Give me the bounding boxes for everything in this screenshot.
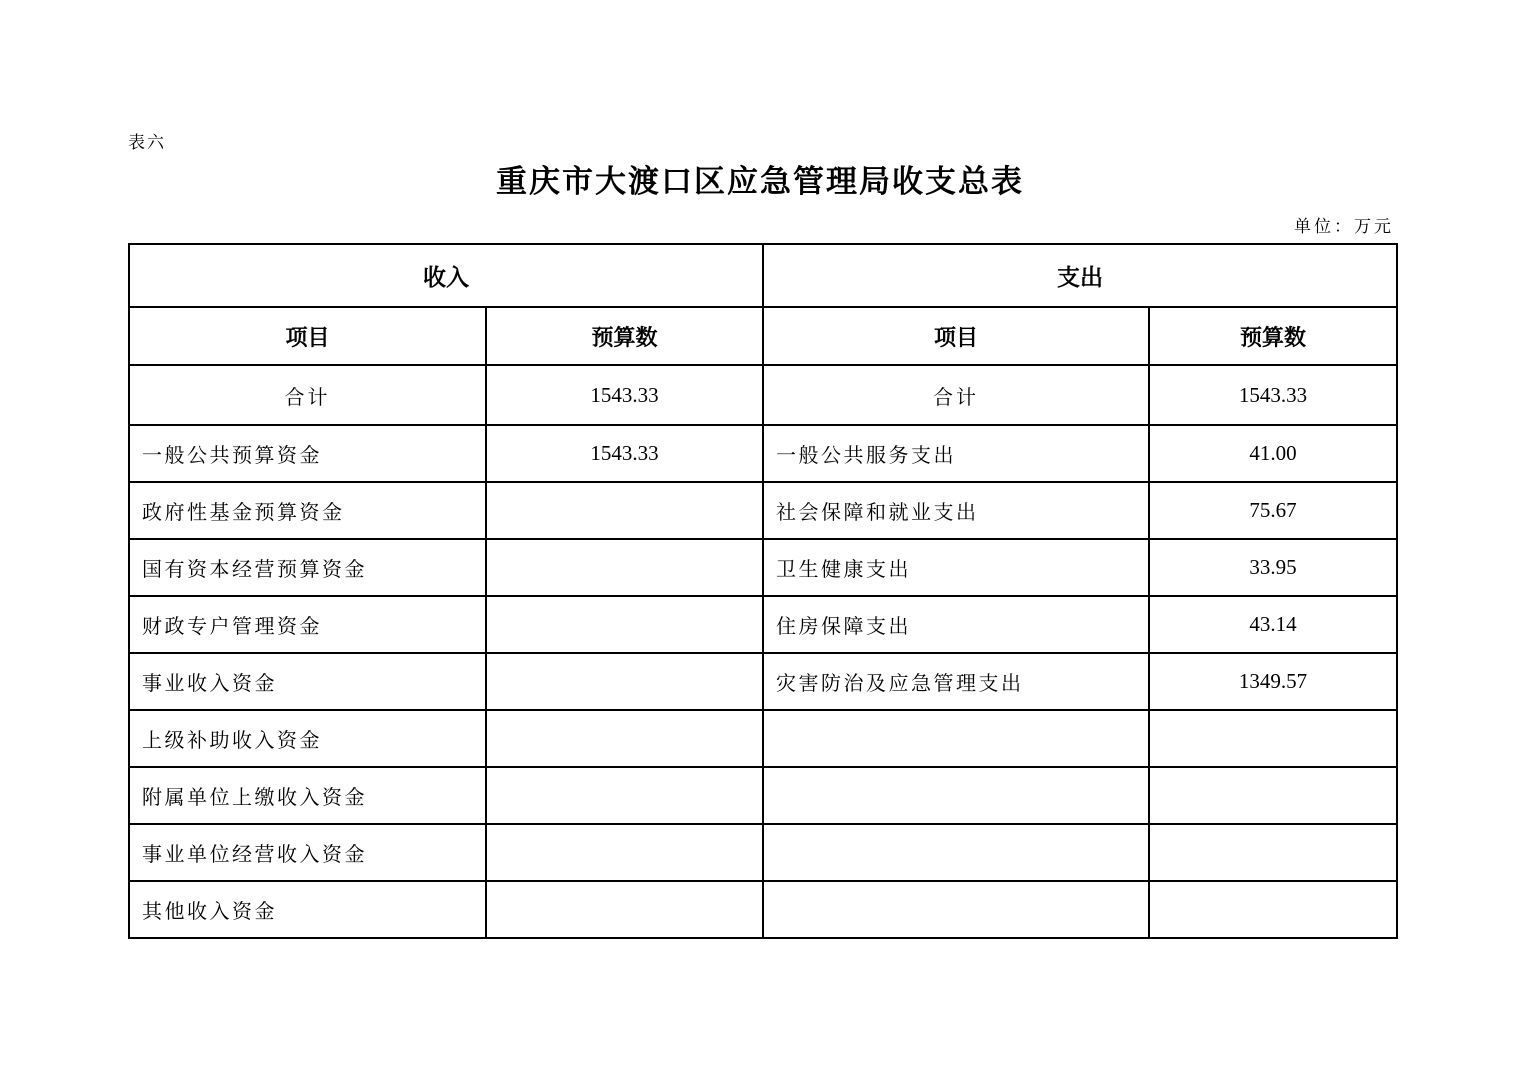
- table-row-total: [129, 365, 1397, 425]
- expense-item-cell: 卫生健康支出: [763, 539, 1149, 596]
- income-budget-cell: [486, 824, 763, 881]
- expense-item-cell: 合计: [763, 365, 1149, 425]
- expense-item-cell: [763, 824, 1149, 881]
- expense-budget-cell: 1349.57: [1149, 653, 1397, 710]
- budget-summary-table: [128, 243, 1398, 939]
- income-budget-cell: [486, 539, 763, 596]
- unit-note: 单位：万元: [1294, 217, 1394, 236]
- income-budget-cell: [486, 596, 763, 653]
- table-row: [129, 710, 1397, 767]
- expense-group-header: 支出: [763, 244, 1397, 307]
- expense-item-cell: 社会保障和就业支出: [763, 482, 1149, 539]
- income-item-cell: 财政专户管理资金: [129, 596, 486, 653]
- expense-budget-header: 预算数: [1149, 307, 1397, 365]
- expense-budget-cell: [1149, 881, 1397, 938]
- expense-budget-cell: [1149, 824, 1397, 881]
- table-row: [129, 767, 1397, 824]
- expense-budget-cell: 41.00: [1149, 425, 1397, 482]
- income-item-header: 项目: [129, 307, 486, 365]
- group-header-row: [129, 244, 1397, 307]
- page-title: 重庆市大渡口区应急管理局收支总表: [496, 164, 1024, 199]
- expense-item-cell: [763, 881, 1149, 938]
- income-item-cell: 国有资本经营预算资金: [129, 539, 486, 596]
- income-item-cell: 上级补助收入资金: [129, 710, 486, 767]
- income-item-cell: 政府性基金预算资金: [129, 482, 486, 539]
- income-budget-cell: [486, 881, 763, 938]
- income-item-cell: 一般公共预算资金: [129, 425, 486, 482]
- table-row: [129, 425, 1397, 482]
- income-budget-cell: 1543.33: [486, 365, 763, 425]
- income-budget-cell: [486, 482, 763, 539]
- expense-budget-cell: 43.14: [1149, 596, 1397, 653]
- expense-item-cell: [763, 710, 1149, 767]
- expense-budget-cell: [1149, 710, 1397, 767]
- income-item-cell: 附属单位上缴收入资金: [129, 767, 486, 824]
- table-row: [129, 596, 1397, 653]
- expense-item-cell: 住房保障支出: [763, 596, 1149, 653]
- table-row: [129, 653, 1397, 710]
- income-budget-header: 预算数: [486, 307, 763, 365]
- expense-item-cell: [763, 767, 1149, 824]
- income-item-cell: 事业收入资金: [129, 653, 486, 710]
- income-group-header: 收入: [129, 244, 763, 307]
- table-row: [129, 482, 1397, 539]
- expense-item-cell: 灾害防治及应急管理支出: [763, 653, 1149, 710]
- sheet-label: 表六: [128, 133, 166, 152]
- income-budget-cell: [486, 653, 763, 710]
- expense-budget-cell: [1149, 767, 1397, 824]
- income-item-cell: 合计: [129, 365, 486, 425]
- income-budget-cell: [486, 767, 763, 824]
- expense-item-cell: 一般公共服务支出: [763, 425, 1149, 482]
- income-budget-cell: 1543.33: [486, 425, 763, 482]
- expense-budget-cell: 33.95: [1149, 539, 1397, 596]
- expense-item-header: 项目: [763, 307, 1149, 365]
- income-budget-cell: [486, 710, 763, 767]
- income-item-cell: 其他收入资金: [129, 881, 486, 938]
- expense-budget-cell: 75.67: [1149, 482, 1397, 539]
- table-row: [129, 881, 1397, 938]
- income-item-cell: 事业单位经营收入资金: [129, 824, 486, 881]
- expense-budget-cell: 1543.33: [1149, 365, 1397, 425]
- table-row: [129, 539, 1397, 596]
- table-row: [129, 824, 1397, 881]
- column-header-row: [129, 307, 1397, 365]
